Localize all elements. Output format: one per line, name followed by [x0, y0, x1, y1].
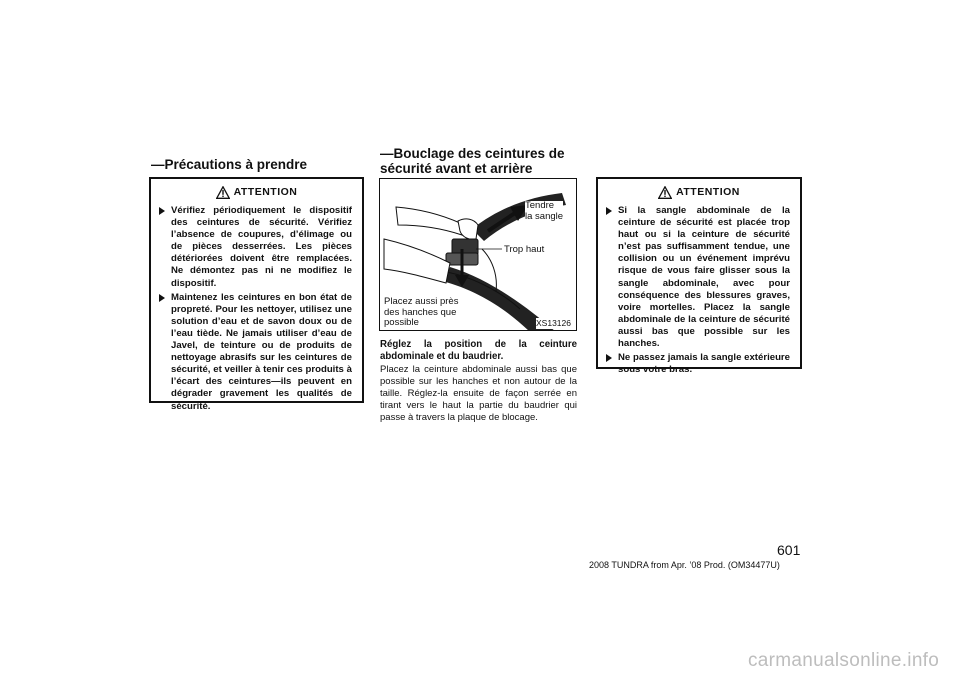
left-attention-label: ATTENTION	[233, 186, 298, 198]
list-item: Maintenez les ceintures en bon état de propreté. Pour les nettoyer, utilisez une solution d’eau et de savon doux ou de l’eau tiède. Ne jamais utiliser d’eau de Javel, de teinture ou de produits de nettoyage abrasifs sur les ceintures de sécurité, et veiller à tenir ces produits à l’écart des ceintures—ils peuvent en dégrader gravement les qualités de sécurité.	[159, 292, 352, 413]
edition-info: 2008 TUNDRA from Apr. ’08 Prod. (OM34477U)	[589, 560, 780, 570]
middle-title-line-1: —Bouclage des ceintures de	[380, 146, 565, 161]
body-paragraph: Placez la ceinture abdominale aussi bas que possible sur les hanches et non autour de la taille. Réglez-la ensuite de façon serrée en tirant vers le haut la partie du baudrier qui passe à travers la plaque de blocage.	[380, 364, 577, 423]
right-attention-list	[598, 205, 800, 376]
figure-label-tighten: Tendre la sangle	[525, 200, 564, 222]
figure-label-hips: Placez aussi près des hanches que possible	[384, 296, 459, 328]
middle-section-title	[380, 146, 565, 176]
bullet-arrow-icon	[606, 354, 612, 362]
list-item: Ne passez jamais la sangle extérieure sous votre bras.	[606, 352, 790, 376]
middle-title-line-2: sécurité avant et arrière	[380, 161, 533, 176]
right-attention-label: ATTENTION	[676, 186, 740, 198]
figure-caption: Réglez la position de la ceinture abdominale et du baudrier.	[380, 339, 577, 362]
left-attention-header	[151, 179, 362, 205]
left-attention-list	[151, 205, 362, 413]
warning-icon	[216, 186, 230, 199]
warning-icon	[658, 186, 672, 199]
left-section-title: —Précautions à prendre	[151, 157, 308, 172]
bullet-arrow-icon	[606, 207, 612, 215]
bullet-arrow-icon	[159, 207, 165, 215]
figure-code: XS13126	[536, 318, 571, 328]
right-attention-header	[598, 179, 800, 205]
left-attention-box	[149, 177, 364, 412]
list-item: Si la sangle abdominale de la ceinture de sécurité est placée trop haut ou si la ceinture de sécurité n’est pas suffisamment tendue, une collision ou un événement imprévu risque de vous faire glisser sous la sangle abdominale, avec pour conséquence des blessures graves, voire mortelles. Placez la sangle abdominale de la ceinture de sécurité aussi bas que possible sur les hanches.	[606, 205, 790, 350]
list-item: Vérifiez périodiquement le dispositif des ceintures de sécurité. Vérifiez l’absence de coupures, d’élimage ou de pièces desserrées. Les pièces détériorées doivent être remplacées. Ne démontez pas ni ne modifiez le dispositif.	[159, 205, 352, 290]
page-number: 601	[777, 542, 801, 558]
right-attention-box	[596, 177, 802, 376]
watermark: carmanualsonline.info	[748, 650, 940, 671]
bullet-arrow-icon	[159, 294, 165, 302]
figure-label-too-high: Trop haut	[504, 244, 545, 255]
seatbelt-illustration	[379, 178, 577, 331]
